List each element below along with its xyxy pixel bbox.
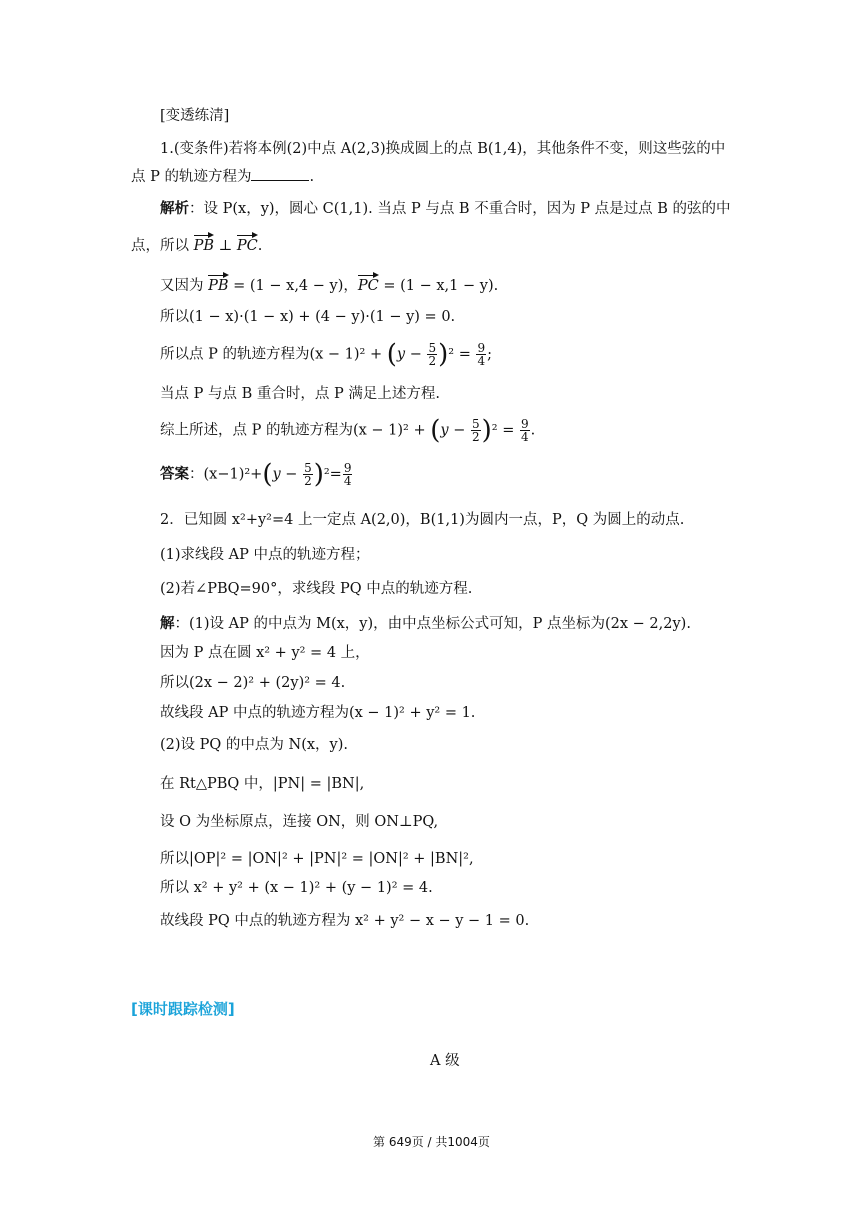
q2-part2: (2)若∠PBQ=90°，求线段 PQ 中点的轨迹方程. <box>160 581 473 597</box>
q1-prompt-text: 点 P 的轨迹方程为 <box>131 169 252 185</box>
numerator: 9 <box>477 341 486 355</box>
vector-pc: PC <box>236 238 258 254</box>
fraction-5-2 <box>427 342 437 367</box>
solution-text: 又因为 <box>160 278 209 294</box>
q1-prompt-line1: 1.(变条件)若将本例(2)中点 A(2,3)换成圆上的点 B(1,4)，其他条件不变，则这些弦的中 <box>160 141 726 157</box>
equation-text: 综上所述，点 P 的轨迹方程为(x − 1)² + <box>160 422 431 439</box>
q1-solution-line3 <box>160 274 498 295</box>
q1-solution-line7 <box>160 415 536 446</box>
level-heading: A 级 <box>430 1053 460 1069</box>
q1-solution-line5 <box>160 339 492 370</box>
q2-solution-line1 <box>160 612 691 633</box>
solution-text: = (1 − x,4 − y)， <box>228 278 358 294</box>
numerator: 9 <box>520 417 529 431</box>
q2-solution-line10: 故线段 PQ 中点的轨迹方程为 x² + y² − x − y − 1 = 0. <box>160 913 530 929</box>
q1-solution-line4: 所以(1 − x)·(1 − x) + (4 − y)·(1 − y) = 0. <box>160 309 456 325</box>
right-paren: ) <box>438 339 449 370</box>
q1-solution-line1 <box>160 197 731 218</box>
page-footer: 第 649页 / 共1004页 <box>373 1135 490 1149</box>
left-paren: ( <box>430 415 441 446</box>
numerator: 5 <box>471 417 480 431</box>
solution-text: ：设 P(x，y)，圆心 C(1,1). 当点 P 与点 B 不重合时，因为 P 点是过点 B 的弦的中 <box>189 201 731 217</box>
numerator: 5 <box>304 461 312 475</box>
answer-blank <box>251 168 309 181</box>
solution-text: ：(1)设 AP 的中点为 M(x，y)，由中点坐标公式可知，P 点坐标为(2x − 2,2y). <box>174 616 691 632</box>
equation-text: ² = <box>491 422 519 439</box>
equation-text: 所以点 P 的轨迹方程为(x − 1)² + <box>160 346 387 363</box>
equation-text: y − <box>440 422 466 439</box>
fraction-5-2 <box>471 418 481 443</box>
q2-solution-line3: 所以(2x − 2)² + (2y)² = 4. <box>160 675 346 691</box>
fraction-5-2 <box>303 462 313 487</box>
q2-part1: (1)求线段 AP 中点的轨迹方程； <box>160 547 370 563</box>
q2-solution-line6: 在 Rt△PBQ 中，|PN| = |BN|, <box>160 776 365 792</box>
equation-text: y − <box>396 346 422 363</box>
fraction-9-4 <box>520 418 530 443</box>
vector-pb: PB <box>193 238 215 254</box>
q1-answer <box>160 459 353 490</box>
equation-text: ² = <box>448 346 476 363</box>
solution-label: 解析 <box>160 200 189 217</box>
q1-prompt-line2 <box>131 165 314 186</box>
denominator: 4 <box>343 474 352 488</box>
perp-symbol: ⊥ <box>214 238 237 254</box>
q2-solution-line5: (2)设 PQ 的中点为 N(x，y). <box>160 737 348 753</box>
section-heading: [变透练清] <box>160 108 230 124</box>
denominator: 2 <box>428 354 437 368</box>
numerator: 9 <box>343 461 352 475</box>
answer-text: ²= <box>323 466 342 483</box>
solution-text: = (1 − x,1 − y). <box>378 278 499 294</box>
denominator: 2 <box>304 474 312 488</box>
period: . <box>530 422 536 439</box>
solution-text: 点，所以 <box>131 238 189 254</box>
q2-solution-line9: 所以 x² + y² + (x − 1)² + (y − 1)² = 4. <box>160 880 433 896</box>
right-paren: ) <box>481 415 492 446</box>
fraction-9-4 <box>476 342 486 367</box>
denominator: 4 <box>520 430 529 444</box>
left-paren: ( <box>386 339 397 370</box>
answer-text: ：(x−1)²+ <box>189 466 263 483</box>
left-paren: ( <box>262 459 273 490</box>
q1-prompt-period: . <box>309 169 315 185</box>
solution-label: 解 <box>160 615 175 632</box>
answer-text: y − <box>272 466 298 483</box>
q2-solution-line2: 因为 P 点在圆 x² + y² = 4 上， <box>160 645 370 661</box>
right-paren: ) <box>313 459 324 490</box>
q2-solution-line8: 所以|OP|² = |ON|² + |PN|² = |ON|² + |BN|², <box>160 851 474 867</box>
q1-solution-line2 <box>131 234 262 255</box>
course-tracking-link[interactable]: [课时跟踪检测] <box>131 1000 235 1018</box>
fraction-9-4 <box>343 462 353 487</box>
numerator: 5 <box>428 341 437 355</box>
semicolon: ; <box>487 346 492 363</box>
vector-pb: PB <box>208 278 229 294</box>
denominator: 4 <box>477 354 486 368</box>
q2-prompt: 2．已知圆 x²+y²=4 上一定点 A(2,0)，B(1,1)为圆内一点，P，Q 为圆上的动点. <box>160 512 685 528</box>
answer-label: 答案 <box>160 465 189 483</box>
q1-solution-line6: 当点 P 与点 B 重合时，点 P 满足上述方程. <box>160 386 440 402</box>
denominator: 2 <box>471 430 480 444</box>
vector-pc: PC <box>357 278 379 294</box>
q2-solution-line7: 设 O 为坐标原点，连接 ON，则 ON⊥PQ, <box>160 814 439 830</box>
q2-solution-line4: 故线段 AP 中点的轨迹方程为(x − 1)² + y² = 1. <box>160 705 476 721</box>
period: . <box>257 238 263 254</box>
